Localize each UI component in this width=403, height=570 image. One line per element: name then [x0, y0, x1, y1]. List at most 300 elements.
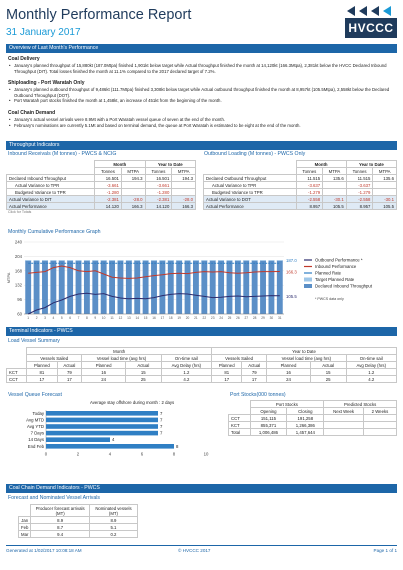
legend-note: * PWCS data only: [315, 297, 344, 301]
vessel-summary-table: [6, 347, 397, 383]
queue-bar: [46, 437, 110, 442]
cell: -1.279: [346, 189, 373, 196]
target-bar: [159, 260, 165, 261]
cell: [373, 182, 397, 189]
x-tick-label: 26: [236, 316, 240, 320]
dit-bar: [218, 260, 224, 314]
target-bar: [260, 260, 266, 261]
dit-bar: [201, 260, 207, 314]
target-bar: [25, 260, 31, 261]
col-header: Planned: [82, 362, 126, 369]
target-bar: [76, 260, 82, 261]
totals-link[interactable]: Click for Totals: [8, 210, 32, 214]
table-corner: [204, 161, 297, 168]
dit-bar: [193, 260, 199, 314]
col-header: MTPA: [323, 168, 347, 175]
table-row: [204, 196, 397, 203]
x-tick-label: 24: [219, 316, 223, 320]
queue-value-label: 4: [112, 437, 115, 443]
target-bar: [218, 260, 224, 261]
target-bar: [185, 260, 191, 261]
dit-bar: [25, 260, 31, 314]
generated-timestamp: Generated at 1/02/2017 10:08:18 AM: [6, 548, 82, 553]
cell: -2.558: [296, 196, 323, 203]
cell: -1.279: [296, 189, 323, 196]
cell: 17: [212, 376, 242, 383]
row-label: Feb: [19, 524, 31, 531]
dit-bar: [176, 260, 182, 314]
terminal-section-bar: Terminal Indicators - PWCS: [6, 327, 397, 336]
cell: 4.2: [346, 376, 396, 383]
col-header: Closing: [287, 408, 324, 415]
coal-chain-demand-heading: Coal Chain Demand: [8, 110, 56, 116]
cell: -1.280: [145, 189, 172, 196]
col-header: Nominated vessels (MT): [89, 505, 137, 517]
table-row: [7, 189, 196, 196]
x-tick-label: 31: [278, 316, 282, 320]
cell: [363, 422, 396, 429]
dit-bar: [210, 260, 216, 314]
col-header: Next Week: [324, 408, 364, 415]
y-tick-label: 168: [14, 268, 22, 274]
col-header: Tonnes: [95, 168, 122, 175]
row-label: Total: [229, 429, 251, 436]
target-bar: [210, 260, 216, 261]
cell: 194.3: [172, 175, 196, 182]
target-bar: [235, 260, 241, 261]
target-bar: [42, 260, 48, 261]
dit-bar: [227, 260, 233, 314]
copyright: © HVCCC 2017: [178, 548, 211, 553]
target-bar: [277, 260, 283, 261]
x-tick-label: 22: [202, 316, 207, 320]
queue-value-label: 7: [160, 410, 163, 416]
queue-row-label: Avg YTD: [26, 424, 44, 429]
target-bar: [227, 260, 233, 261]
cell: [363, 415, 396, 422]
legend-label: Target Planned Rate: [315, 277, 355, 283]
cell: 15: [310, 369, 346, 376]
cell: 8.7: [31, 524, 90, 531]
target-bar: [101, 260, 107, 261]
x-tick-label: 30: [269, 316, 274, 320]
cell: 24: [267, 376, 311, 383]
x-tick-label: 19: [177, 316, 181, 320]
cell: 8.9: [31, 517, 90, 524]
cell: [363, 429, 396, 436]
cell: 8.9: [89, 517, 137, 524]
cell: 1,006,486: [250, 429, 287, 436]
hvccc-logo: [345, 6, 397, 38]
y-tick-label: 204: [14, 253, 22, 259]
table-corner: [7, 348, 27, 355]
outbound-table: [203, 160, 397, 210]
cell: 151,115: [250, 415, 287, 422]
col-header: Planned: [27, 362, 57, 369]
x-tick-label: 6: [140, 451, 144, 457]
dit-bar: [159, 260, 165, 314]
page-number: Page 1 of 1: [373, 548, 397, 553]
cell: -3.637: [296, 182, 323, 189]
demand-bullet: • January's actual vessel arrivals were 8.9Mt with a Port Waratah vessel queue of seven at the end of the month.: [8, 117, 394, 123]
col-subgroup: Vessel load time (avg hrs): [82, 355, 161, 362]
report-header: [6, 3, 397, 41]
queue-row-label: Avg MTD: [26, 417, 44, 423]
cell: 1.2: [161, 369, 211, 376]
end-label-outbound: 105.5: [286, 293, 297, 299]
cell: 105.5: [373, 203, 397, 210]
target-bar: [92, 260, 98, 261]
end-label-inbound: 166.3: [286, 269, 297, 275]
dit-bar: [235, 260, 241, 314]
y-tick-label: 240: [14, 239, 22, 245]
table-corner: [7, 355, 27, 362]
dit-bar: [34, 260, 40, 314]
port-stocks-table: [228, 400, 397, 436]
outbound-table-title: Outbound Loading (M tonnes) - PWCS Only: [204, 151, 306, 157]
table-row: [7, 369, 397, 376]
queue-row-label: Today: [32, 410, 44, 416]
target-bar: [201, 260, 207, 261]
cell: 11.515: [346, 175, 373, 182]
page-title: Monthly Performance Report: [6, 7, 192, 23]
x-tick-label: 0: [44, 451, 48, 457]
col-subgroup: On-time sail: [161, 355, 211, 362]
target-bar: [34, 260, 40, 261]
dit-bar: [92, 260, 98, 314]
queue-bar: [46, 444, 174, 449]
target-bar: [126, 260, 132, 261]
cell: 25: [310, 376, 346, 383]
inbound-table-title: Inbound Receivals (M tonnes) - PWCS & NCIG: [8, 151, 117, 157]
col-header: Opening: [250, 408, 287, 415]
demand-table: [18, 504, 138, 538]
cell: 11.515: [296, 175, 323, 182]
cell: 166.3: [172, 203, 196, 210]
inbound-table: [6, 160, 196, 210]
x-tick-label: 3: [44, 316, 46, 320]
cell: [172, 182, 196, 189]
col-header: MTPA: [373, 168, 397, 175]
vessel-queue-caption: Average stay offshore during month : 2 days: [90, 400, 175, 405]
row-label: Actual Performance: [7, 203, 95, 210]
queue-bar: [46, 411, 158, 416]
cell: [373, 189, 397, 196]
row-label: Actual Performance: [204, 203, 297, 210]
cell: 25: [125, 376, 161, 383]
overview-section-bar: Overview of Last Month's Performance: [6, 44, 397, 53]
shiploading-bullet: • Port Waratah port stocks finished the month at 1,458kt, an increase of 451kt from the beginning of the month.: [8, 98, 394, 104]
legend-label: Planned Rate: [315, 270, 342, 276]
cell: -2.381: [145, 196, 172, 203]
cell: -2.381: [95, 196, 122, 203]
row-label: Declared Inbound Throughput: [7, 175, 95, 182]
col-group-header: Year to Date: [346, 161, 396, 168]
queue-bar: [46, 431, 158, 436]
x-tick-label: 9: [94, 316, 97, 320]
x-tick-label: 4: [108, 451, 112, 457]
cell: 81: [212, 369, 242, 376]
table-row: [229, 415, 397, 422]
queue-value-label: 7: [160, 424, 163, 429]
col-header: Actual: [242, 362, 267, 369]
cell: 1,266,386: [287, 422, 324, 429]
dit-bar: [59, 260, 65, 314]
cell: -28.0: [172, 196, 196, 203]
target-bar: [168, 260, 174, 261]
x-tick-label: 8: [172, 451, 176, 457]
target-bar: [50, 260, 56, 261]
dit-bar: [126, 260, 132, 314]
x-tick-label: 21: [194, 316, 198, 320]
col-subgroup: On-time sail: [346, 355, 396, 362]
cell: 81: [27, 369, 57, 376]
cell: [323, 189, 347, 196]
x-tick-label: 28: [252, 316, 257, 320]
col-group-header: Month: [296, 161, 346, 168]
col-subgroup: Vessels Sailed: [27, 355, 82, 362]
row-label: KCT: [7, 369, 27, 376]
queue-row-label: 14 Days: [28, 437, 44, 443]
x-tick-label: 17: [160, 316, 165, 320]
col-header: Producer forecast arrivals (MT): [31, 505, 90, 517]
cell: -3.661: [145, 182, 172, 189]
cell: [324, 415, 364, 422]
dit-bar: [84, 260, 90, 314]
dit-bar: [143, 260, 149, 314]
col-header: Planned: [267, 362, 311, 369]
cell: [324, 429, 364, 436]
x-tick-label: 20: [185, 316, 190, 320]
x-tick-label: 29: [261, 316, 265, 320]
dit-bar: [260, 260, 266, 314]
cell: 1.2: [346, 369, 396, 376]
row-label: Jan: [19, 517, 31, 524]
x-tick-label: 15: [143, 316, 148, 320]
coal-delivery-list: [8, 63, 394, 74]
row-label: Actual Variance to TPR: [7, 182, 95, 189]
legend-label: Inbound Performance: [315, 264, 357, 270]
col-group-header: Port Stocks: [250, 401, 324, 408]
target-bar: [67, 260, 73, 261]
x-tick-label: 25: [227, 316, 232, 320]
cell: 14.120: [145, 203, 172, 210]
cell: 16: [82, 369, 126, 376]
queue-value-label: 7: [160, 417, 163, 423]
cell: 17: [242, 376, 267, 383]
cell: -30.1: [373, 196, 397, 203]
x-tick-label: 4: [52, 316, 55, 320]
dit-bar: [118, 260, 124, 314]
table-row: [19, 524, 138, 531]
cell: [323, 182, 347, 189]
dit-bar: [151, 260, 157, 314]
cell: [121, 182, 145, 189]
row-label: Mar: [19, 531, 31, 538]
table-corner: [229, 408, 251, 415]
cell: [324, 422, 364, 429]
cell: 15: [125, 369, 161, 376]
x-tick-label: 27: [244, 316, 249, 320]
end-label-planned: 187.0: [286, 258, 297, 264]
queue-value-label: 7: [160, 430, 163, 436]
cell: 79: [242, 369, 267, 376]
demand-table-title: Forecast and Nominated Vessel Arrivals: [8, 495, 100, 501]
col-header: Actual: [57, 362, 82, 369]
col-header: MTPA: [172, 168, 196, 175]
cell: 16.501: [95, 175, 122, 182]
x-tick-label: 2: [76, 451, 80, 457]
logo-text: HVCCC: [345, 18, 397, 38]
target-bar: [176, 260, 182, 261]
x-tick-label: 6: [69, 316, 72, 320]
x-tick-label: 1: [27, 316, 30, 320]
chart-title: Monthly Cumulative Performance Graph: [8, 229, 101, 235]
row-label: Actual Variance to TPR: [204, 182, 297, 189]
queue-value-label: 8: [176, 443, 179, 449]
row-label: Actual Variance to DOT: [204, 196, 297, 203]
x-tick-label: 7: [77, 316, 80, 320]
vessel-summary-title: Load Vessel Summary: [8, 338, 60, 344]
cell: 79: [57, 369, 82, 376]
table-row: [204, 175, 397, 182]
cell: 9.4: [31, 531, 90, 538]
table-corner: [229, 401, 251, 408]
target-bar: [84, 260, 90, 261]
queue-row-label: End Feb: [27, 443, 44, 449]
table-row: [204, 203, 397, 210]
port-stocks-title: Port Stocks(000 tonnes): [230, 392, 286, 398]
col-group-header: Month: [95, 161, 145, 168]
row-label: Declared Outbound Throughput: [204, 175, 297, 182]
cell: 1,457,644: [287, 429, 324, 436]
col-subgroup: Vessels Sailed: [212, 355, 267, 362]
footer-divider: [6, 545, 397, 546]
x-tick-label: 16: [152, 316, 156, 320]
y-tick-label: 60: [17, 311, 22, 317]
row-label: Actual Variance to DIT: [7, 196, 95, 203]
cell: 8.957: [296, 203, 323, 210]
col-header: Avg Delay (hrs): [161, 362, 211, 369]
col-group-header: Predicted Stocks: [324, 401, 397, 408]
legend-swatch: [304, 278, 312, 282]
cell: 166.3: [121, 203, 145, 210]
row-label: Budgeted Variance to TPR: [7, 189, 95, 196]
x-tick-label: 23: [210, 316, 215, 320]
dit-bar: [277, 260, 283, 314]
coal-chain-demand-list: [8, 117, 394, 128]
row-label: Budgeted Variance to TPR: [204, 189, 297, 196]
y-tick-label: 132: [14, 282, 22, 288]
cell: -30.1: [323, 196, 347, 203]
target-bar: [118, 260, 124, 261]
row-label: CCT: [7, 376, 27, 383]
cell: [121, 189, 145, 196]
target-bar: [151, 260, 157, 261]
queue-bar: [46, 418, 158, 423]
shiploading-list: [8, 87, 394, 104]
queue-row-label: 7 Days: [30, 430, 44, 436]
col-header: MTPA: [121, 168, 145, 175]
logo-arrows-icon: [345, 6, 397, 16]
table-corner: [19, 505, 31, 517]
table-row: [204, 189, 397, 196]
table-row: [7, 182, 196, 189]
y-tick-label: 96: [17, 297, 22, 303]
dit-bar: [134, 260, 140, 314]
cell: -1.280: [95, 189, 122, 196]
dit-bar: [101, 260, 107, 314]
report-date: 31 January 2017: [6, 27, 81, 38]
cell: 191,258: [287, 415, 324, 422]
cell: 105.5: [323, 203, 347, 210]
x-tick-label: 14: [135, 316, 139, 320]
cell: -28.0: [121, 196, 145, 203]
target-bar: [134, 260, 140, 261]
cell: 17: [27, 376, 57, 383]
table-row: [204, 182, 397, 189]
demand-section-bar: Coal Chain Demand Indicators - PWCS: [6, 484, 397, 493]
col-group-header: Year to Date: [145, 161, 195, 168]
dit-bar: [268, 260, 274, 314]
table-row: [229, 429, 397, 436]
cell: 24: [82, 376, 126, 383]
table-row: [229, 422, 397, 429]
table-corner: [7, 362, 27, 369]
table-corner: [7, 168, 95, 175]
cell: -3.661: [95, 182, 122, 189]
vessel-queue-title: Vessel Queue Forecast: [8, 392, 62, 398]
cell: 4.2: [161, 376, 211, 383]
col-header: Tonnes: [296, 168, 323, 175]
x-tick-label: 10: [203, 451, 209, 457]
col-header: Planned: [212, 362, 242, 369]
cell: 0.2: [89, 531, 137, 538]
col-header: Actual: [310, 362, 346, 369]
x-tick-label: 13: [127, 316, 131, 320]
table-row: [7, 203, 196, 210]
row-label: CCT: [229, 415, 251, 422]
demand-bullet: • February's nominations are currently 5.1Mt and based on terminal demand, the queue at Port Waratah is estimated to be eight at the end of the month.: [8, 123, 394, 129]
cell: 16.501: [145, 175, 172, 182]
table-row: [19, 531, 138, 538]
vessel-queue-chart: [6, 408, 216, 468]
target-bar: [268, 260, 274, 261]
dit-bar: [252, 260, 258, 314]
cell: 14.120: [95, 203, 122, 210]
dit-bar: [185, 260, 191, 314]
y-axis-label: MTPA: [6, 272, 11, 284]
dit-bar: [76, 260, 82, 314]
cell: 855,371: [250, 422, 287, 429]
cell: -2.558: [346, 196, 373, 203]
cell: [172, 189, 196, 196]
target-bar: [143, 260, 149, 261]
shiploading-heading: Shiploading - Port Waratah Only: [8, 80, 85, 86]
table-corner: [204, 168, 297, 175]
x-tick-label: 2: [35, 316, 38, 320]
table-row: [7, 175, 196, 182]
table-row: [7, 376, 397, 383]
legend-label: Declared Inbound Throughput: [315, 283, 373, 289]
x-tick-label: 11: [110, 316, 114, 320]
dit-bar: [243, 260, 249, 314]
cell: 5.1: [89, 524, 137, 531]
x-tick-label: 8: [86, 316, 88, 320]
col-group-header: Year to Date: [212, 348, 397, 355]
col-header: Tonnes: [346, 168, 373, 175]
table-corner: [7, 161, 95, 168]
